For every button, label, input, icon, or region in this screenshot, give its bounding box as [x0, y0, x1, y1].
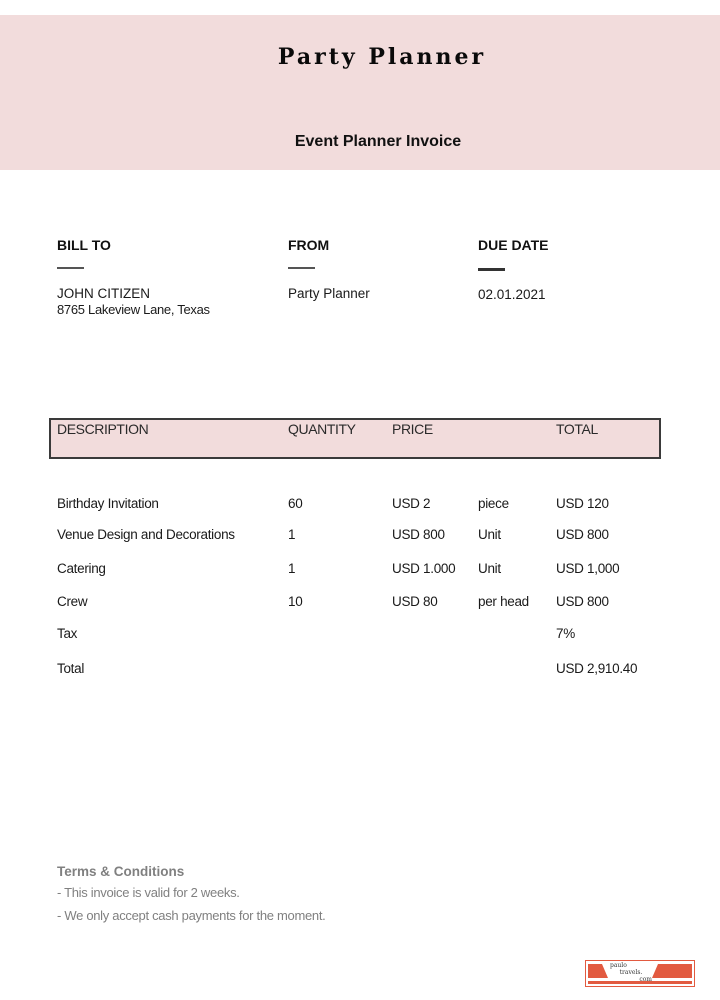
item-total: USD 800 [556, 527, 609, 542]
column-header-price: PRICE [392, 421, 433, 437]
column-header-quantity: QUANTITY [288, 421, 356, 437]
table-header [49, 418, 661, 459]
from-name: Party Planner [288, 286, 370, 301]
watermark-logo [585, 960, 695, 987]
item-price: USD 80 [392, 594, 438, 609]
item-description: Birthday Invitation [57, 496, 159, 511]
item-quantity: 1 [288, 527, 296, 542]
from-section [288, 237, 370, 302]
logo-line: com [639, 976, 652, 983]
bill-to-address: 8765 Lakeview Lane, Texas [57, 302, 210, 317]
bill-to-name: JOHN CITIZEN [57, 286, 150, 301]
bill-to-section [57, 237, 210, 318]
item-price: USD 800 [392, 527, 445, 542]
divider [57, 267, 84, 269]
divider [288, 267, 315, 269]
table-row [0, 594, 720, 614]
grand-total-label: Total [57, 661, 85, 676]
table-row [0, 496, 720, 516]
terms-title: Terms & Conditions [57, 864, 185, 879]
item-description: Catering [57, 561, 106, 576]
table-row [0, 561, 720, 581]
column-header-description: DESCRIPTION [57, 421, 149, 437]
tax-value: 7% [556, 626, 575, 641]
terms-line: - We only accept cash payments for the moment. [57, 908, 326, 923]
item-total: USD 120 [556, 496, 609, 511]
table-row [0, 527, 720, 547]
logo-stripe [588, 964, 608, 978]
grand-total-row [0, 661, 720, 681]
item-description: Venue Design and Decorations [57, 527, 235, 542]
item-quantity: 1 [288, 561, 296, 576]
item-unit: Unit [478, 561, 501, 576]
due-date-value: 02.01.2021 [478, 287, 546, 302]
due-date-label: DUE DATE [478, 237, 549, 253]
bill-to-label: BILL TO [57, 237, 111, 253]
terms-line: - This invoice is valid for 2 weeks. [57, 885, 240, 900]
tax-label: Tax [57, 626, 78, 641]
logo-line: travels. [619, 969, 643, 976]
item-quantity: 10 [288, 594, 303, 609]
column-header-total: TOTAL [556, 421, 598, 437]
document-subtitle: Event Planner Invoice [294, 133, 462, 150]
due-date-section [478, 237, 549, 303]
item-total: USD 1,000 [556, 561, 620, 576]
item-total: USD 800 [556, 594, 609, 609]
item-quantity: 60 [288, 496, 303, 511]
item-price: USD 1.000 [392, 561, 456, 576]
grand-total-value: USD 2,910.40 [556, 661, 638, 676]
logo-stripe [652, 964, 692, 978]
brand-title: Party Planner [277, 44, 487, 70]
item-price: USD 2 [392, 496, 431, 511]
divider [478, 268, 505, 271]
terms-section [57, 863, 325, 927]
item-unit: per head [478, 594, 529, 609]
item-unit: piece [478, 496, 509, 511]
logo-line: paulo [610, 962, 627, 969]
item-unit: Unit [478, 527, 501, 542]
item-description: Crew [57, 594, 88, 609]
from-label: FROM [288, 237, 330, 253]
logo-text [610, 962, 652, 983]
tax-row [0, 626, 720, 646]
